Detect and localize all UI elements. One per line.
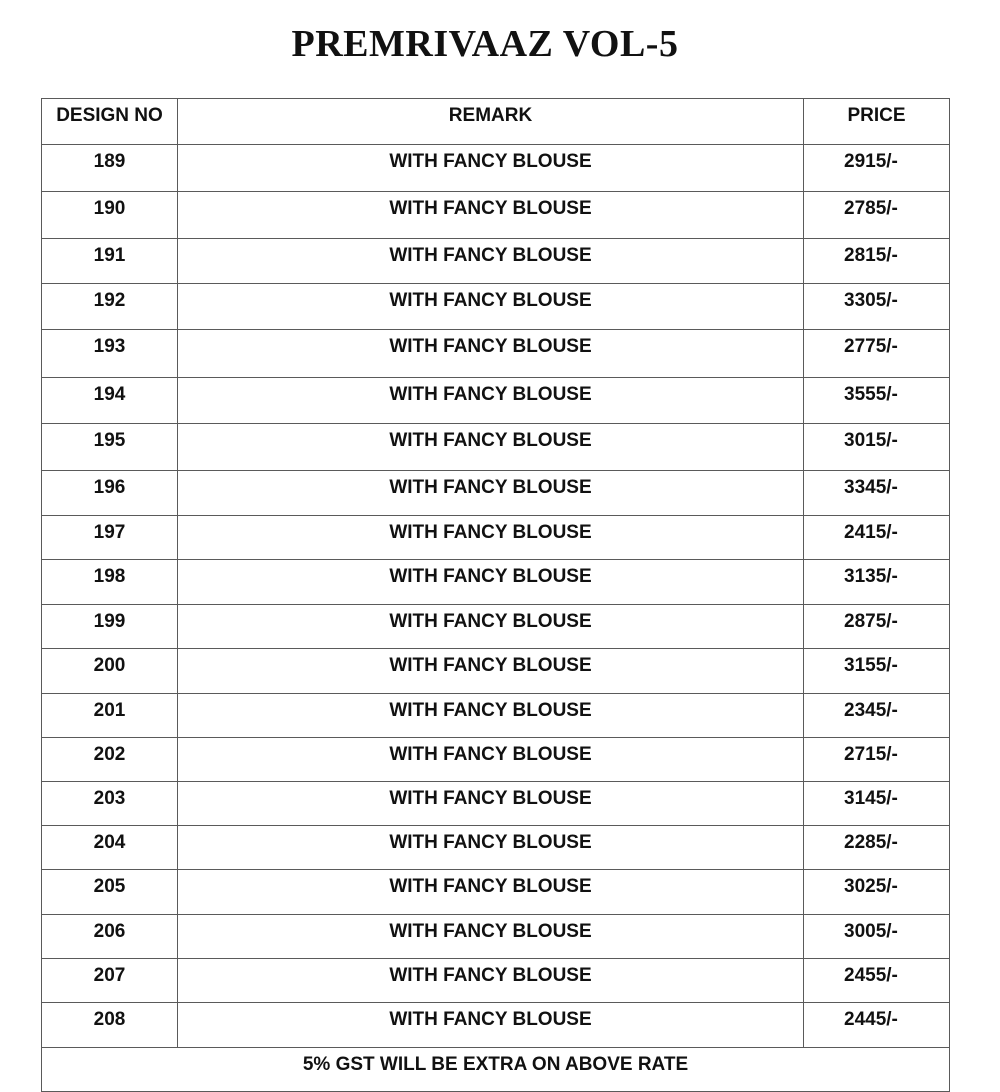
price-cell: 2785/- — [804, 192, 950, 239]
design-no-cell: 203 — [42, 782, 178, 826]
price-cell: 3135/- — [804, 560, 950, 605]
table-row — [42, 782, 950, 826]
price-cell: 2715/- — [804, 738, 950, 782]
design-no-cell: 192 — [42, 284, 178, 330]
price-table — [41, 98, 950, 1092]
remark-cell: WITH FANCY BLOUSE — [178, 378, 804, 424]
remark-cell: WITH FANCY BLOUSE — [178, 605, 804, 649]
remark-cell: WITH FANCY BLOUSE — [178, 959, 804, 1003]
remark-cell: WITH FANCY BLOUSE — [178, 330, 804, 378]
price-cell: 2445/- — [804, 1003, 950, 1048]
table-row — [42, 605, 950, 649]
design-no-cell: 193 — [42, 330, 178, 378]
design-no-cell: 207 — [42, 959, 178, 1003]
table-row — [42, 424, 950, 471]
header-remark: REMARK — [178, 99, 804, 145]
price-cell: 3345/- — [804, 471, 950, 516]
table-row — [42, 239, 950, 284]
remark-cell: WITH FANCY BLOUSE — [178, 192, 804, 239]
remark-cell: WITH FANCY BLOUSE — [178, 694, 804, 738]
remark-cell: WITH FANCY BLOUSE — [178, 516, 804, 560]
design-no-cell: 204 — [42, 826, 178, 870]
table-row — [42, 738, 950, 782]
price-cell: 2455/- — [804, 959, 950, 1003]
table-row — [42, 145, 950, 192]
design-no-cell: 201 — [42, 694, 178, 738]
price-cell: 2775/- — [804, 330, 950, 378]
gst-note: 5% GST WILL BE EXTRA ON ABOVE RATE — [42, 1048, 950, 1092]
footer-row — [42, 1048, 950, 1092]
remark-cell: WITH FANCY BLOUSE — [178, 424, 804, 471]
remark-cell: WITH FANCY BLOUSE — [178, 471, 804, 516]
header-price: PRICE — [804, 99, 950, 145]
design-no-cell: 206 — [42, 915, 178, 959]
table-row — [42, 1003, 950, 1048]
table-row — [42, 471, 950, 516]
remark-cell: WITH FANCY BLOUSE — [178, 782, 804, 826]
design-no-cell: 199 — [42, 605, 178, 649]
table-row — [42, 516, 950, 560]
design-no-cell: 194 — [42, 378, 178, 424]
table-row — [42, 826, 950, 870]
remark-cell: WITH FANCY BLOUSE — [178, 826, 804, 870]
price-cell: 3005/- — [804, 915, 950, 959]
design-no-cell: 205 — [42, 870, 178, 915]
price-cell: 3025/- — [804, 870, 950, 915]
remark-cell: WITH FANCY BLOUSE — [178, 284, 804, 330]
price-cell: 2285/- — [804, 826, 950, 870]
remark-cell: WITH FANCY BLOUSE — [178, 870, 804, 915]
remark-cell: WITH FANCY BLOUSE — [178, 239, 804, 284]
remark-cell: WITH FANCY BLOUSE — [178, 649, 804, 694]
price-cell: 3015/- — [804, 424, 950, 471]
design-no-cell: 198 — [42, 560, 178, 605]
price-cell: 3555/- — [804, 378, 950, 424]
remark-cell: WITH FANCY BLOUSE — [178, 915, 804, 959]
page-title: PREMRIVAAZ VOL-5 — [291, 23, 679, 65]
price-cell: 2815/- — [804, 239, 950, 284]
price-cell: 3305/- — [804, 284, 950, 330]
design-no-cell: 197 — [42, 516, 178, 560]
table-row — [42, 870, 950, 915]
price-cell: 3155/- — [804, 649, 950, 694]
design-no-cell: 208 — [42, 1003, 178, 1048]
price-cell: 2415/- — [804, 516, 950, 560]
price-cell: 3145/- — [804, 782, 950, 826]
design-no-cell: 195 — [42, 424, 178, 471]
design-no-cell: 196 — [42, 471, 178, 516]
remark-cell: WITH FANCY BLOUSE — [178, 738, 804, 782]
table-header-row — [42, 99, 950, 145]
design-no-cell: 190 — [42, 192, 178, 239]
price-cell: 2875/- — [804, 605, 950, 649]
table-row — [42, 330, 950, 378]
header-design-no: DESIGN NO — [42, 99, 178, 145]
design-no-cell: 200 — [42, 649, 178, 694]
design-no-cell: 189 — [42, 145, 178, 192]
remark-cell: WITH FANCY BLOUSE — [178, 145, 804, 192]
remark-cell: WITH FANCY BLOUSE — [178, 1003, 804, 1048]
table-row — [42, 284, 950, 330]
design-no-cell: 202 — [42, 738, 178, 782]
table-row — [42, 959, 950, 1003]
table-row — [42, 560, 950, 605]
table-row — [42, 649, 950, 694]
table-row — [42, 915, 950, 959]
price-cell: 2345/- — [804, 694, 950, 738]
table-body — [42, 145, 950, 1048]
table-row — [42, 378, 950, 424]
design-no-cell: 191 — [42, 239, 178, 284]
remark-cell: WITH FANCY BLOUSE — [178, 560, 804, 605]
table-row — [42, 694, 950, 738]
price-cell: 2915/- — [804, 145, 950, 192]
table-row — [42, 192, 950, 239]
